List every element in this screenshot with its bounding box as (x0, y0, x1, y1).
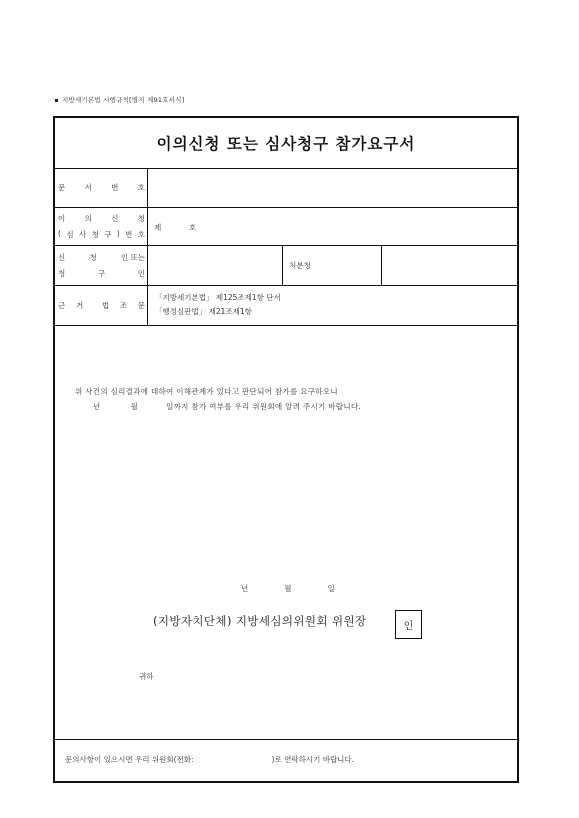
request-body-line1: 위 사건의 심리결과에 대하여 이해관계가 있다고 판단되어 참가를 요구하오니 (75, 387, 338, 396)
label-char: 거 (75, 301, 84, 310)
label-char: 이 (58, 214, 66, 223)
appeal-number-label-line2 (58, 229, 145, 240)
column-divider (282, 246, 283, 285)
legal-basis-line2: 「행정심판법」 제21조제1항 (155, 307, 252, 316)
appeal-number-row (55, 208, 517, 246)
appeal-number-suffix: 호 (189, 223, 197, 232)
date-month: 월 (284, 584, 292, 593)
label-char: ( (58, 229, 61, 238)
label-char: ) (116, 229, 120, 238)
agency-label: 처분청 (289, 261, 311, 270)
seal-label: 인 (403, 621, 414, 632)
contact-note-after: )로 연락하시기 바랍니다. (271, 755, 355, 764)
label-char: 의 (84, 214, 92, 223)
label-char: 심 (66, 230, 74, 239)
label-char: 번 (125, 230, 133, 239)
applicant-row (55, 246, 517, 286)
label-char: 청 (58, 269, 66, 278)
applicant-label (55, 246, 148, 285)
form-reference-text: 지방세기본법 시행규칙[별지 제91호서식] (62, 96, 185, 104)
appeal-number-label-line1 (58, 213, 145, 224)
column-divider (381, 246, 382, 285)
body-month: 월 (130, 402, 139, 411)
applicant-label-line1 (58, 252, 145, 263)
request-form (53, 116, 519, 783)
label-char: 법 (101, 301, 110, 310)
label-char: 인 (137, 269, 145, 278)
label-char: 구 (97, 269, 106, 278)
document-number-row (55, 168, 517, 208)
appeal-number-label (55, 208, 148, 245)
contact-note-before: 문의사항이 있으시면 우리 위원회(전화: (65, 755, 194, 764)
applicant-label-line2 (58, 268, 145, 279)
legal-basis-label (55, 286, 148, 325)
label-char: 청 (89, 253, 97, 262)
label-char: 청 (137, 214, 145, 223)
body-year: 년 (93, 402, 101, 411)
form-reference-note (55, 95, 184, 104)
legal-basis-row (55, 286, 517, 326)
bullet-icon (55, 99, 58, 102)
label-char: 인 또는 (120, 253, 145, 262)
footer-row (55, 739, 517, 781)
committee-chair: (지방자치단체) 지방세심의위원회 위원장 (153, 614, 367, 628)
appeal-number-prefix: 제 (154, 223, 162, 232)
document-number-label (55, 168, 148, 207)
label-char: 구 (104, 230, 112, 239)
body-rest: 일까지 참가 여부를 우리 위원회에 알려 주시기 바랍니다. (166, 402, 362, 411)
label-char: 조 (119, 301, 128, 310)
label-char: 청 (91, 230, 99, 239)
seal-box (395, 610, 422, 639)
label-char: 문 (137, 301, 145, 310)
contact-note (65, 754, 354, 765)
request-body-line2 (93, 401, 361, 412)
label-char: 번 (111, 183, 119, 192)
form-title: 이의신청 또는 심사청구 참가요구서 (156, 135, 416, 153)
label-char: 호 (137, 230, 145, 239)
label-char: 호 (137, 183, 145, 192)
label-char: 신 (111, 214, 119, 223)
title-row (55, 118, 517, 169)
recipient-label: 귀하 (139, 672, 154, 681)
legal-basis-line1: 「지방세기본법」 제125조제1항 단서 (155, 293, 281, 302)
label-char: 사 (78, 230, 87, 239)
date-day: 일 (327, 584, 335, 593)
label-char: 문 (58, 183, 66, 192)
label-char: 근 (58, 301, 66, 310)
label-char: 서 (84, 183, 92, 192)
date-year: 년 (241, 584, 249, 593)
issue-date (241, 583, 335, 594)
label-char: 신 (58, 253, 66, 262)
